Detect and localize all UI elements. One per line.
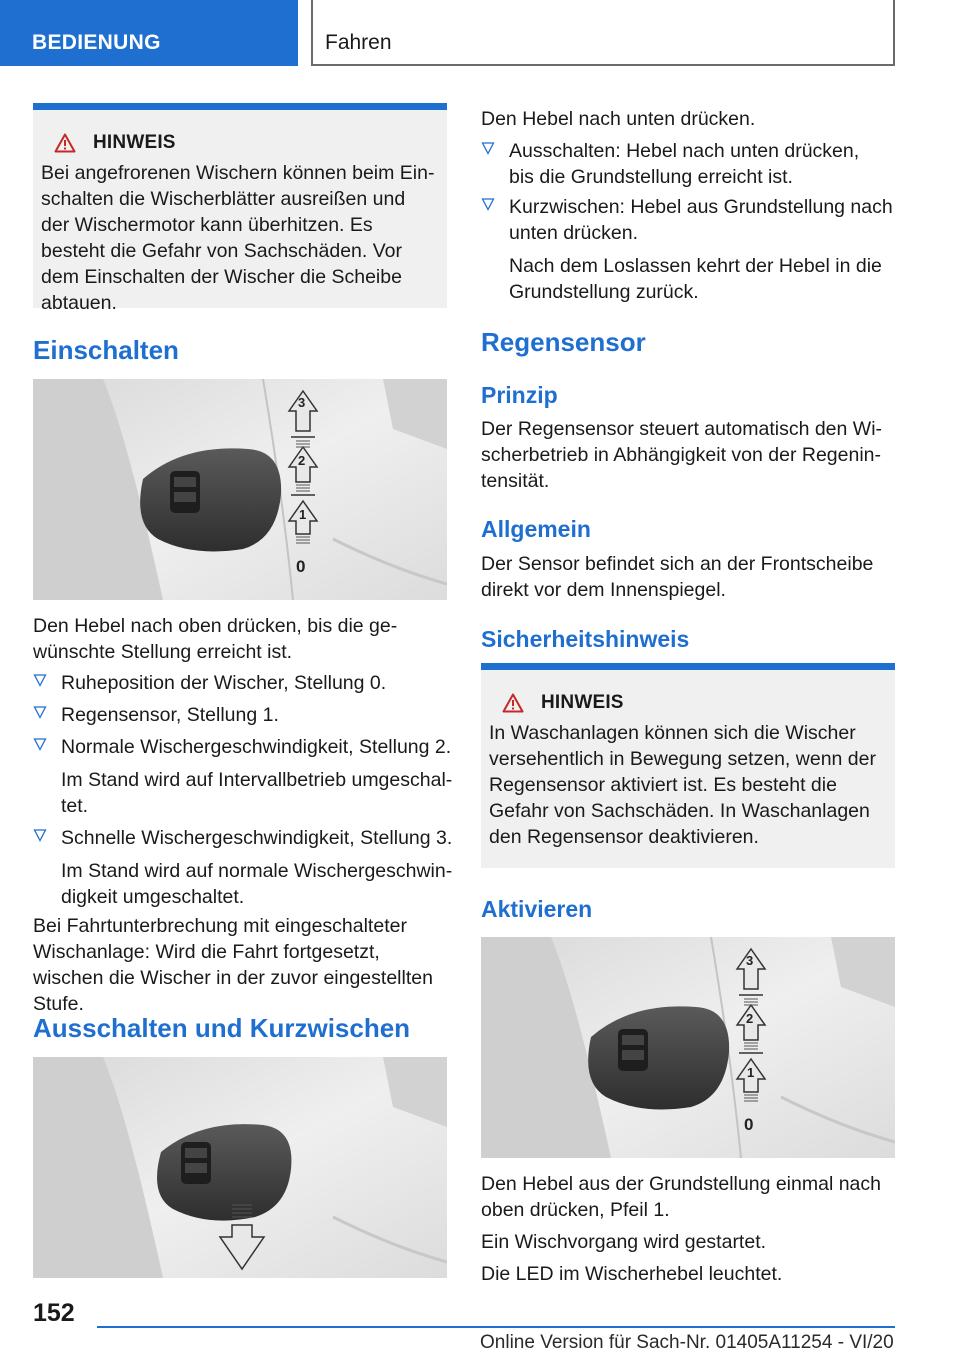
heading-regensensor: Regensensor	[481, 327, 646, 357]
chapter-title: Fahren	[325, 31, 392, 54]
bullet-left-4	[33, 825, 453, 910]
heading-sicherheitshinweis: Sicherheitshinweis	[481, 626, 690, 652]
warning-text: In Waschanlagen können sich die Wischer versehentlich in Bewegung setzen, wenn der Regensensor aktiviert ist. Es besteht die Gefahr von Sachschäden. In Waschanlagen den Regensensor deaktivieren.	[489, 722, 876, 848]
bullet-text: Ausschalten: Hebel nach unten drücken, bis die Grundstellung erreicht ist.	[509, 140, 860, 188]
fig3-label-1: 1	[747, 1065, 755, 1080]
fig1-label-0: 0	[296, 557, 306, 576]
bullet-left-1	[33, 670, 453, 696]
bullet-subtext: Nach dem Loslassen kehrt der Hebel in die Grundstellung zurück.	[509, 255, 882, 303]
fig1-label-2: 2	[298, 453, 306, 468]
para-prinzip: Der Regensensor steuert automatisch den Wischerbetrieb in Abhängigkeit von der Regenintensität.	[481, 418, 883, 492]
bullet-text: Normale Wischergeschwindigkeit, Stellung 2.	[61, 736, 452, 758]
warning-box-right	[481, 663, 895, 868]
para-allgemein: Der Sensor befindet sich an der Frontscheibe direkt vor dem Innenspiegel.	[481, 553, 874, 601]
bullet-right-1	[481, 138, 901, 190]
figure-lever-down	[33, 1057, 447, 1278]
heading-ausschalten: Ausschalten und Kurzwischen	[33, 1013, 411, 1043]
para-hebel-unten: Den Hebel nach unten drücken.	[481, 108, 756, 130]
lever-illustration-down	[33, 1057, 447, 1278]
heading-aktivieren: Aktivieren	[481, 896, 593, 922]
warning-box-left	[33, 103, 447, 314]
lever-illustration-activate	[481, 937, 895, 1158]
para-fahrtunterbrechung: Bei Fahrtunterbrechung mit eingeschalteter Wischanlage: Wird die Fahrt fortgesetzt, wischen die Wischer in der zuvor eingestellten Stufe.	[33, 915, 433, 1015]
bullet-triangle-icon	[33, 705, 47, 719]
bullet-triangle-icon	[481, 197, 495, 211]
para-aktivieren-2: Ein Wischvorgang wird gestartet.	[481, 1231, 767, 1253]
warning-triangle-icon	[502, 693, 524, 713]
warning-title: HINWEIS	[541, 692, 624, 713]
warning-title: HINWEIS	[93, 132, 176, 153]
bullet-text: Schnelle Wischergeschwindigkeit, Stellung 3.	[61, 827, 453, 849]
bullet-left-3	[33, 734, 453, 819]
fig3-label-2: 2	[746, 1011, 754, 1026]
warning-header	[502, 692, 885, 714]
bullet-triangle-icon	[33, 737, 47, 751]
warning-text: Bei angefrorenen Wischern können beim Einschalten die Wischerblätter ausreißen und der Wischermotor kann überhitzen. Es besteht die Gefahr von Sachschäden. Vor dem Einschalten der Wischer die Scheibe abtauen.	[41, 162, 435, 314]
heading-einschalten: Einschalten	[33, 335, 179, 365]
bullet-triangle-icon	[481, 141, 495, 155]
bullet-text: Kurzwischen: Hebel aus Grundstellung nach unten drücken.	[509, 196, 893, 244]
bullet-subtext: Im Stand wird auf Intervallbetrieb umgeschaltet.	[61, 769, 453, 817]
warning-header	[54, 132, 437, 154]
fig1-label-1: 1	[299, 507, 307, 522]
para-aktivieren-1: Den Hebel aus der Grundstellung einmal nach oben drücken, Pfeil 1.	[481, 1173, 881, 1221]
bullet-right-2	[481, 194, 901, 305]
section-tab: BEDIENUNG	[0, 0, 298, 66]
fig3-label-0: 0	[744, 1115, 754, 1134]
chapter-frame	[311, 0, 895, 66]
figure-lever-activate	[481, 937, 895, 1158]
page-number: 152	[33, 1299, 75, 1327]
lever-illustration-up	[33, 379, 447, 600]
bullet-left-2	[33, 702, 453, 728]
bullet-subtext: Im Stand wird auf normale Wischergeschwindigkeit umgeschaltet.	[61, 860, 453, 908]
fig1-label-3: 3	[298, 395, 306, 410]
footer-rule	[97, 1326, 895, 1328]
figure-lever-up	[33, 379, 447, 600]
bullet-triangle-icon	[33, 828, 47, 842]
bullet-text: Regensensor, Stellung 1.	[61, 704, 279, 726]
fig3-label-3: 3	[746, 953, 754, 968]
bullet-text: Ruheposition der Wischer, Stellung 0.	[61, 672, 387, 694]
bullet-triangle-icon	[33, 673, 47, 687]
warning-triangle-icon	[54, 133, 76, 153]
para-aktivieren-3: Die LED im Wischerhebel leuchtet.	[481, 1263, 783, 1285]
para-einschalten: Den Hebel nach oben drücken, bis die gewünschte Stellung erreicht ist.	[33, 615, 398, 663]
online-version-note: Online Version für Sach-Nr. 01405A11254 - VI/20	[480, 1332, 894, 1353]
heading-prinzip: Prinzip	[481, 382, 558, 408]
heading-allgemein: Allgemein	[481, 516, 591, 542]
